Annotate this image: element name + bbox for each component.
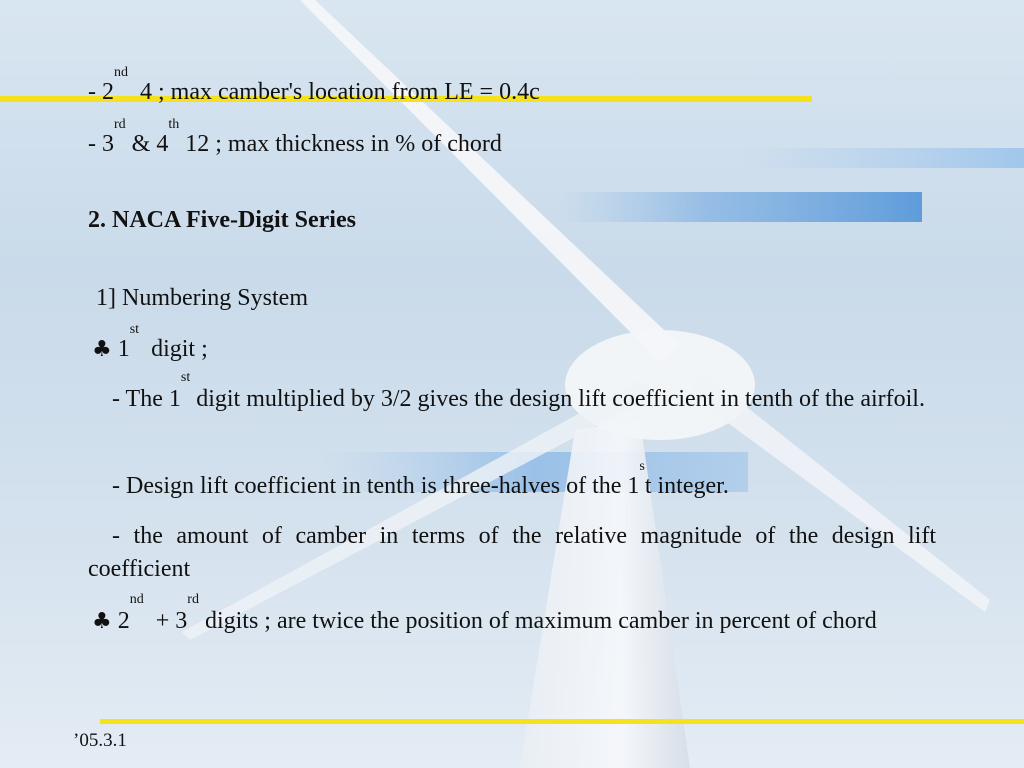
club-icon: ♣ — [92, 609, 112, 634]
accent-stripe — [740, 148, 1024, 168]
subsection-heading: 1] Numbering System — [96, 285, 308, 311]
bullet-second-third-digits: ♣ 2nd + 3rd digits ; are twice the position of maximum camber in percent of chord — [92, 592, 877, 634]
section-heading: 2. NACA Five-Digit Series — [88, 207, 356, 233]
paragraph-camber-amount: - the amount of camber in terms of the relative magnitude of the design lift coefficient — [88, 523, 936, 582]
yellow-rule-bottom — [100, 719, 1024, 724]
bullet-first-digit: ♣ 1st digit ; — [92, 322, 208, 362]
accent-stripe — [560, 192, 922, 222]
camber-location-line: - 2nd 4 ; max camber's location from LE = 0.4c — [88, 65, 540, 105]
thickness-line: - 3rd & 4th 12 ; max thickness in % of chord — [88, 117, 502, 157]
turbine-blade — [300, 0, 680, 362]
footer-date: ’05.3.1 — [73, 730, 127, 751]
club-icon: ♣ — [92, 337, 112, 362]
paragraph-three-halves: - Design lift coefficient in tenth is three-halves of the 1$^s$t integer. — [112, 459, 729, 499]
paragraph-design-lift: - The 1st digit multiplied by 3/2 gives the design lift coefficient in tenth of the airfoil. — [112, 370, 925, 412]
